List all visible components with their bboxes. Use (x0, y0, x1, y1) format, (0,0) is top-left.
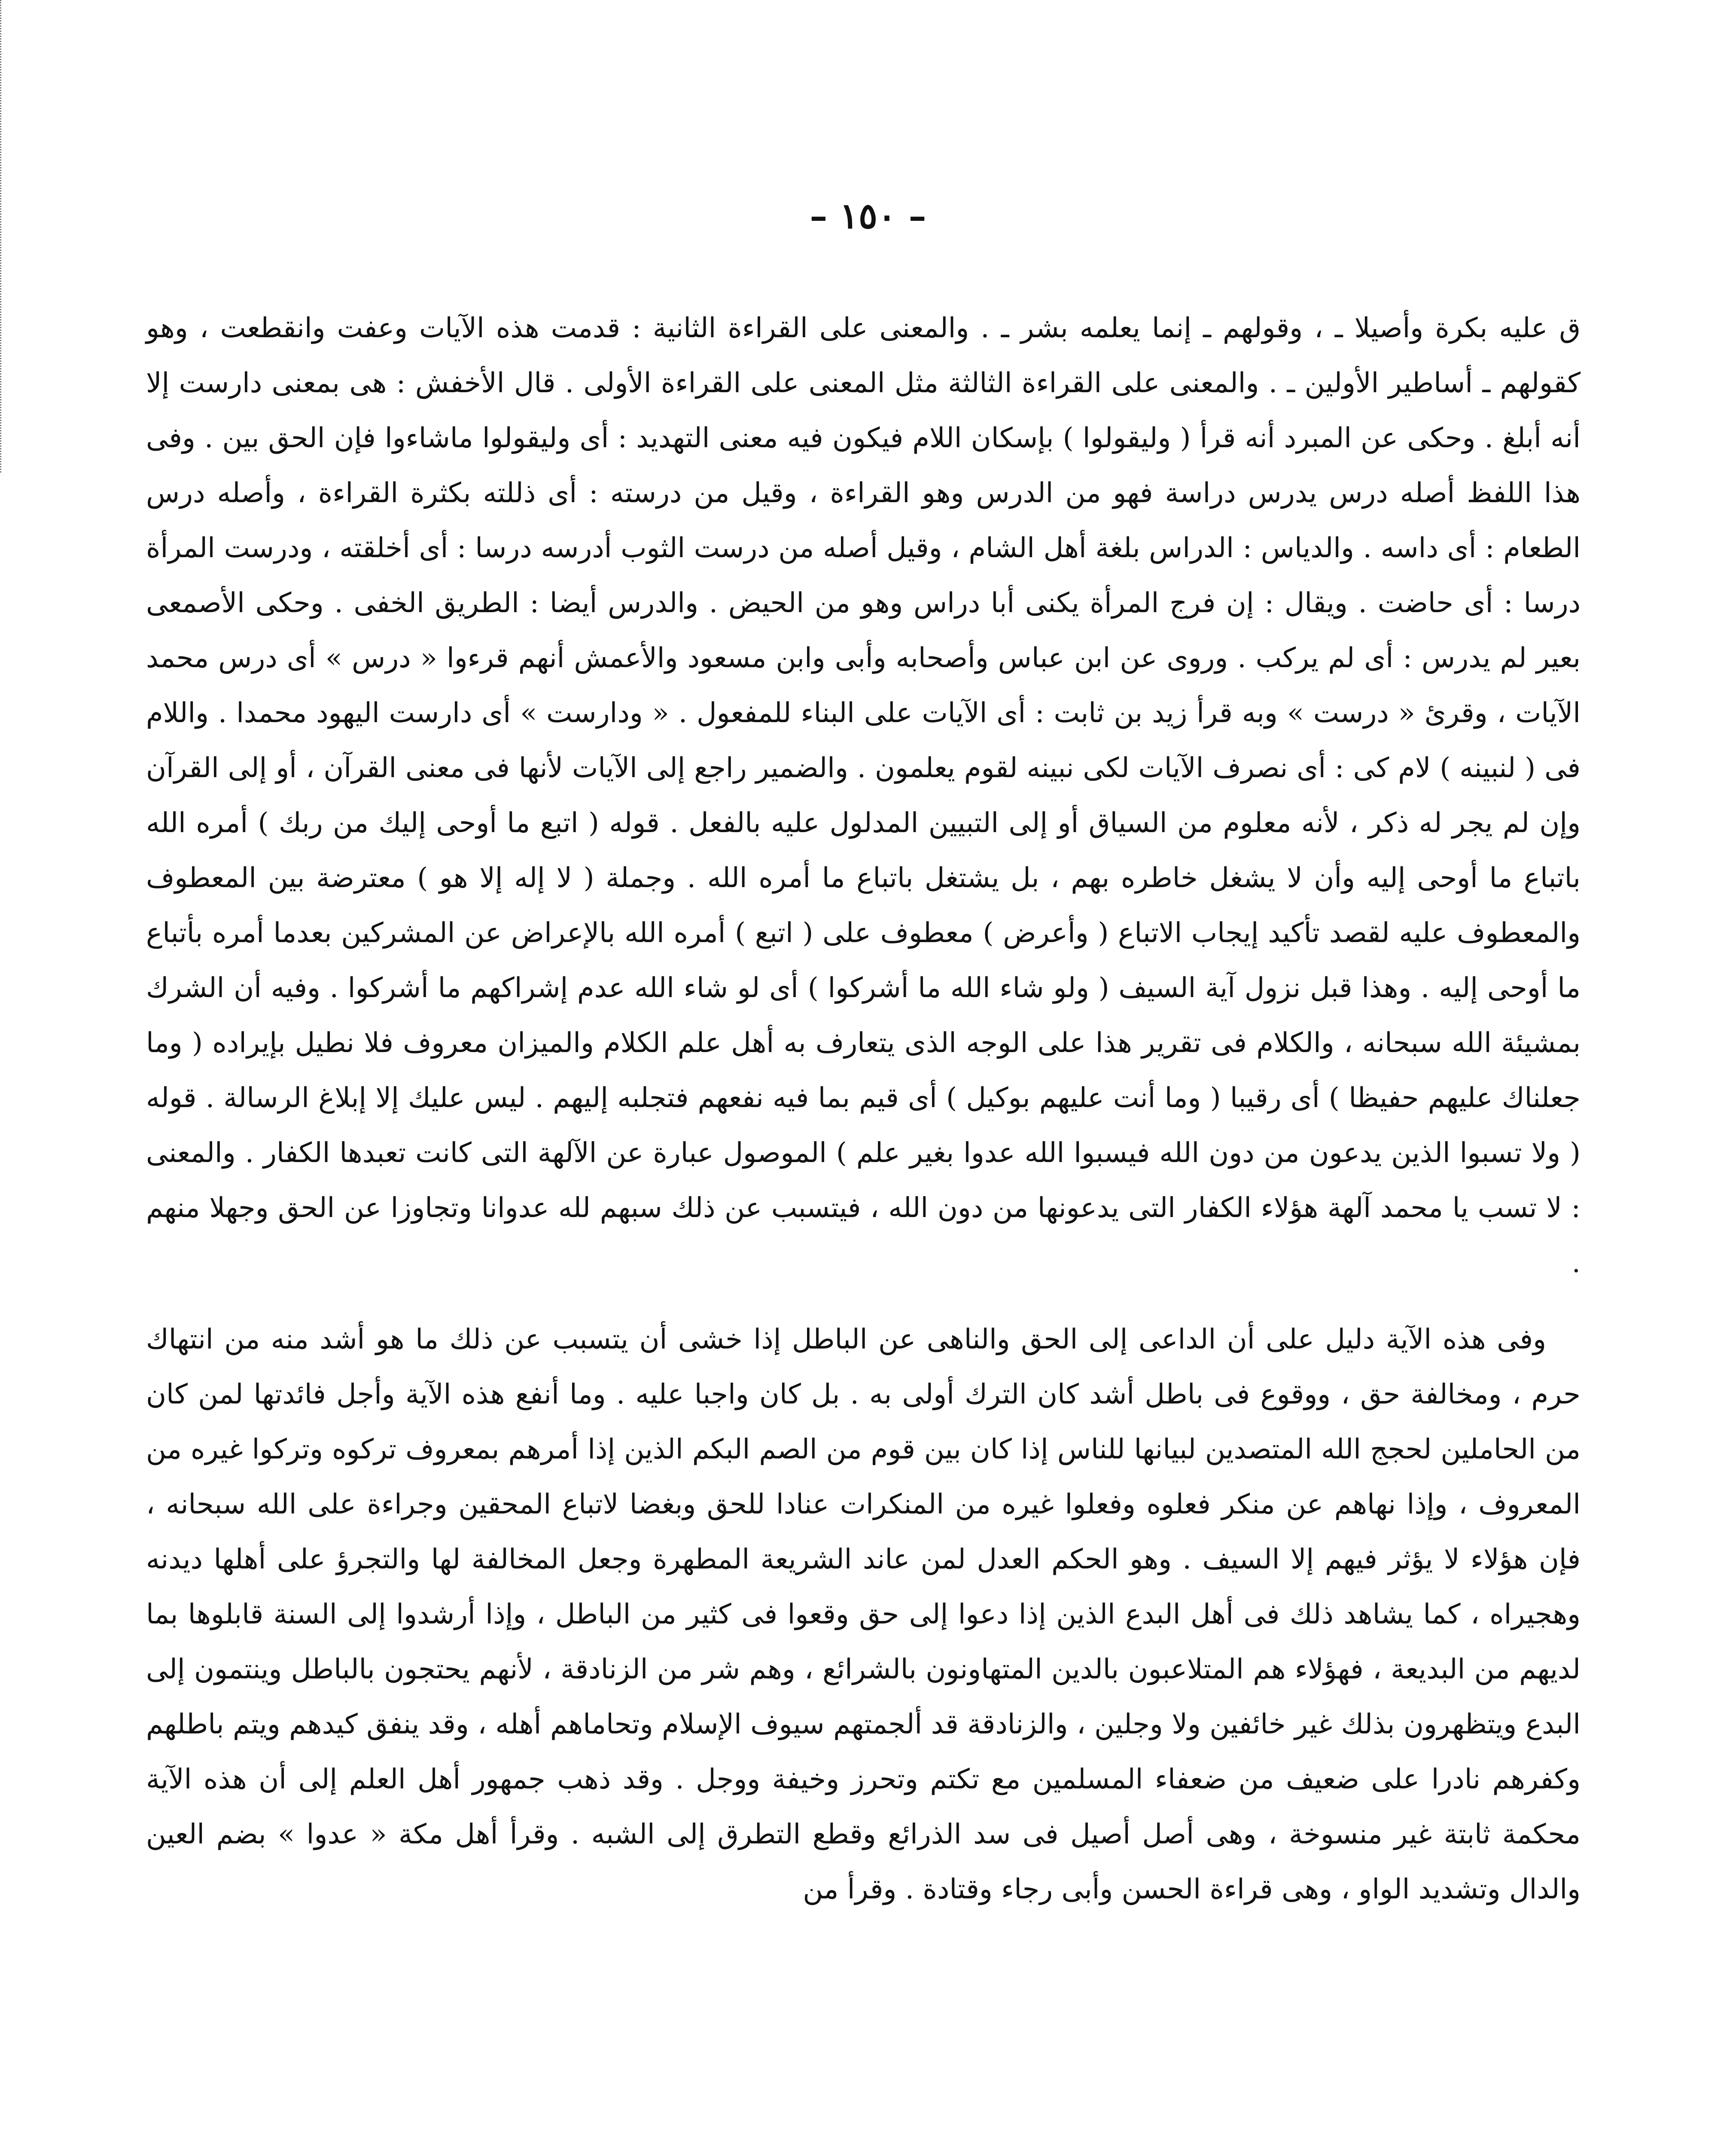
body-text (146, 301, 1581, 1917)
paragraph-1: ق عليه بكرة وأصيلا ـ ، وقولهم ـ إنما يعلمه بشر ـ . والمعنى على القراءة الثانية : قدمت هذه الآيات وعفت وانقطعت ، وهو كقولهم ـ أساطير الأولين ـ . والمعنى على القراءة الثالثة مثل المعنى على القراءة الأولى . قال الأخفش : هى بمعنى دارست إلا أنه أبلغ . وحكى عن المبرد أنه قرأ ( وليقولوا ) بإسكان اللام فيكون فيه معنى التهديد : أى وليقولوا ماشاءوا فإن الحق بين . وفى هذا اللفظ أصله درس يدرس دراسة فهو من الدرس وهو القراءة ، وقيل من درسته : أى ذللته بكثرة القراءة ، وأصله درس الطعام : أى داسه . والدياس : الدراس بلغة أهل الشام ، وقيل أصله من درست الثوب أدرسه درسا : أى أخلقته ، ودرست المرأة درسا : أى حاضت . ويقال : إن فرج المرأة يكنى أبا دراس وهو من الحيض . والدرس أيضا : الطريق الخفى . وحكى الأصمعى بعير لم يدرس : أى لم يركب . وروى عن ابن عباس وأصحابه وأبى وابن مسعود والأعمش أنهم قرءوا « درس » أى درس محمد الآيات ، وقرئ « درست » وبه قرأ زيد بن ثابت : أى الآيات على البناء للمفعول . « ودارست » أى دارست اليهود محمدا . واللام فى ( لنبينه ) لام كى : أى نصرف الآيات لكى نبينه لقوم يعلمون . والضمير راجع إلى الآيات لأنها فى معنى القرآن ، أو إلى القرآن وإن لم يجر له ذكر ، لأنه معلوم من السياق أو إلى التبيين المدلول عليه بالفعل . قوله ( اتبع ما أوحى إليك من ربك ) أمره الله باتباع ما أوحى إليه وأن لا يشغل خاطره بهم ، بل يشتغل باتباع ما أمره الله . وجملة ( لا إله إلا هو ) معترضة بين المعطوف والمعطوف عليه لقصد تأكيد إيجاب الاتباع ( وأعرض ) معطوف على ( اتبع ) أمره الله بالإعراض عن المشركين بعدما أمره بأتباع ما أوحى إليه . وهذا قبل نزول آية السيف ( ولو شاء الله ما أشركوا ) أى لو شاء الله عدم إشراكهم ما أشركوا . وفيه أن الشرك بمشيئة الله سبحانه ، والكلام فى تقرير هذا على الوجه الذى يتعارف به أهل علم الكلام والميزان معروف فلا نطيل بإيراده ( وما جعلناك عليهم حفيظا ) أى رقيبا ( وما أنت عليهم بوكيل ) أى قيم بما فيه نفعهم فتجلبه إليهم . ليس عليك إلا إبلاغ الرسالة . قوله ( ولا تسبوا الذين يدعون من دون الله فيسبوا الله عدوا بغير علم ) الموصول عبارة عن الآلهة التى كانت تعبدها الكفار . والمعنى : لا تسب يا محمد آلهة هؤلاء الكفار التى يدعونها من دون الله ، فيتسبب عن ذلك سبهم لله عدوانا وتجاوزا عن الحق وجهلا منهم . (146, 312, 1581, 1279)
page-number: – ١٥٠ – (810, 195, 926, 237)
paragraph-2: وفى هذه الآية دليل على أن الداعى إلى الحق والناهى عن الباطل إذا خشى أن يتسبب عن ذلك ما هو أشد منه من انتهاك حرم ، ومخالفة حق ، ووقوع فى باطل أشد كان الترك أولى به . بل كان واجبا عليه . وما أنفع هذه الآية وأجل فائدتها لمن كان من الحاملين لحجج الله المتصدين لبيانها للناس إذا كان بين قوم من الصم البكم الذين إذا أمرهم بمعروف تركوه وتركوا غيره من المعروف ، وإذا نهاهم عن منكر فعلوه وفعلوا غيره من المنكرات عنادا للحق وبغضا لاتباع المحقين وجراءة على الله سبحانه ، فإن هؤلاء لا يؤثر فيهم إلا السيف . وهو الحكم العدل لمن عاند الشريعة المطهرة وجعل المخالفة لها والتجرؤ على أهلها ديدنه وهجيراه ، كما يشاهد ذلك فى أهل البدع الذين إذا دعوا إلى حق وقعوا فى كثير من الباطل ، وإذا أرشدوا إلى السنة قابلوها بما لديهم من البديعة ، فهؤلاء هم المتلاعبون بالدين المتهاونون بالشرائع ، وهم شر من الزنادقة ، لأنهم يحتجون بالباطل وينتمون إلى البدع ويتظهرون بذلك غير خائفين ولا وجلين ، والزنادقة قد ألجمتهم سيوف الإسلام وتحاماهم أهله ، وقد ينفق كيدهم ويتم باطلهم وكفرهم نادرا على ضعيف من ضعفاء المسلمين مع تكتم وتحرز وخيفة ووجل . وقد ذهب جمهور أهل العلم إلى أن هذه الآية محكمة ثابتة غير منسوخة ، وهى أصل أصيل فى سد الذرائع وقطع التطرق إلى الشبه . وقرأ أهل مكة « عدوا » بضم العين والدال وتشديد الواو ، وهى قراءة الحسن وأبى رجاء وقتادة . وقرأ من (146, 1324, 1581, 1905)
